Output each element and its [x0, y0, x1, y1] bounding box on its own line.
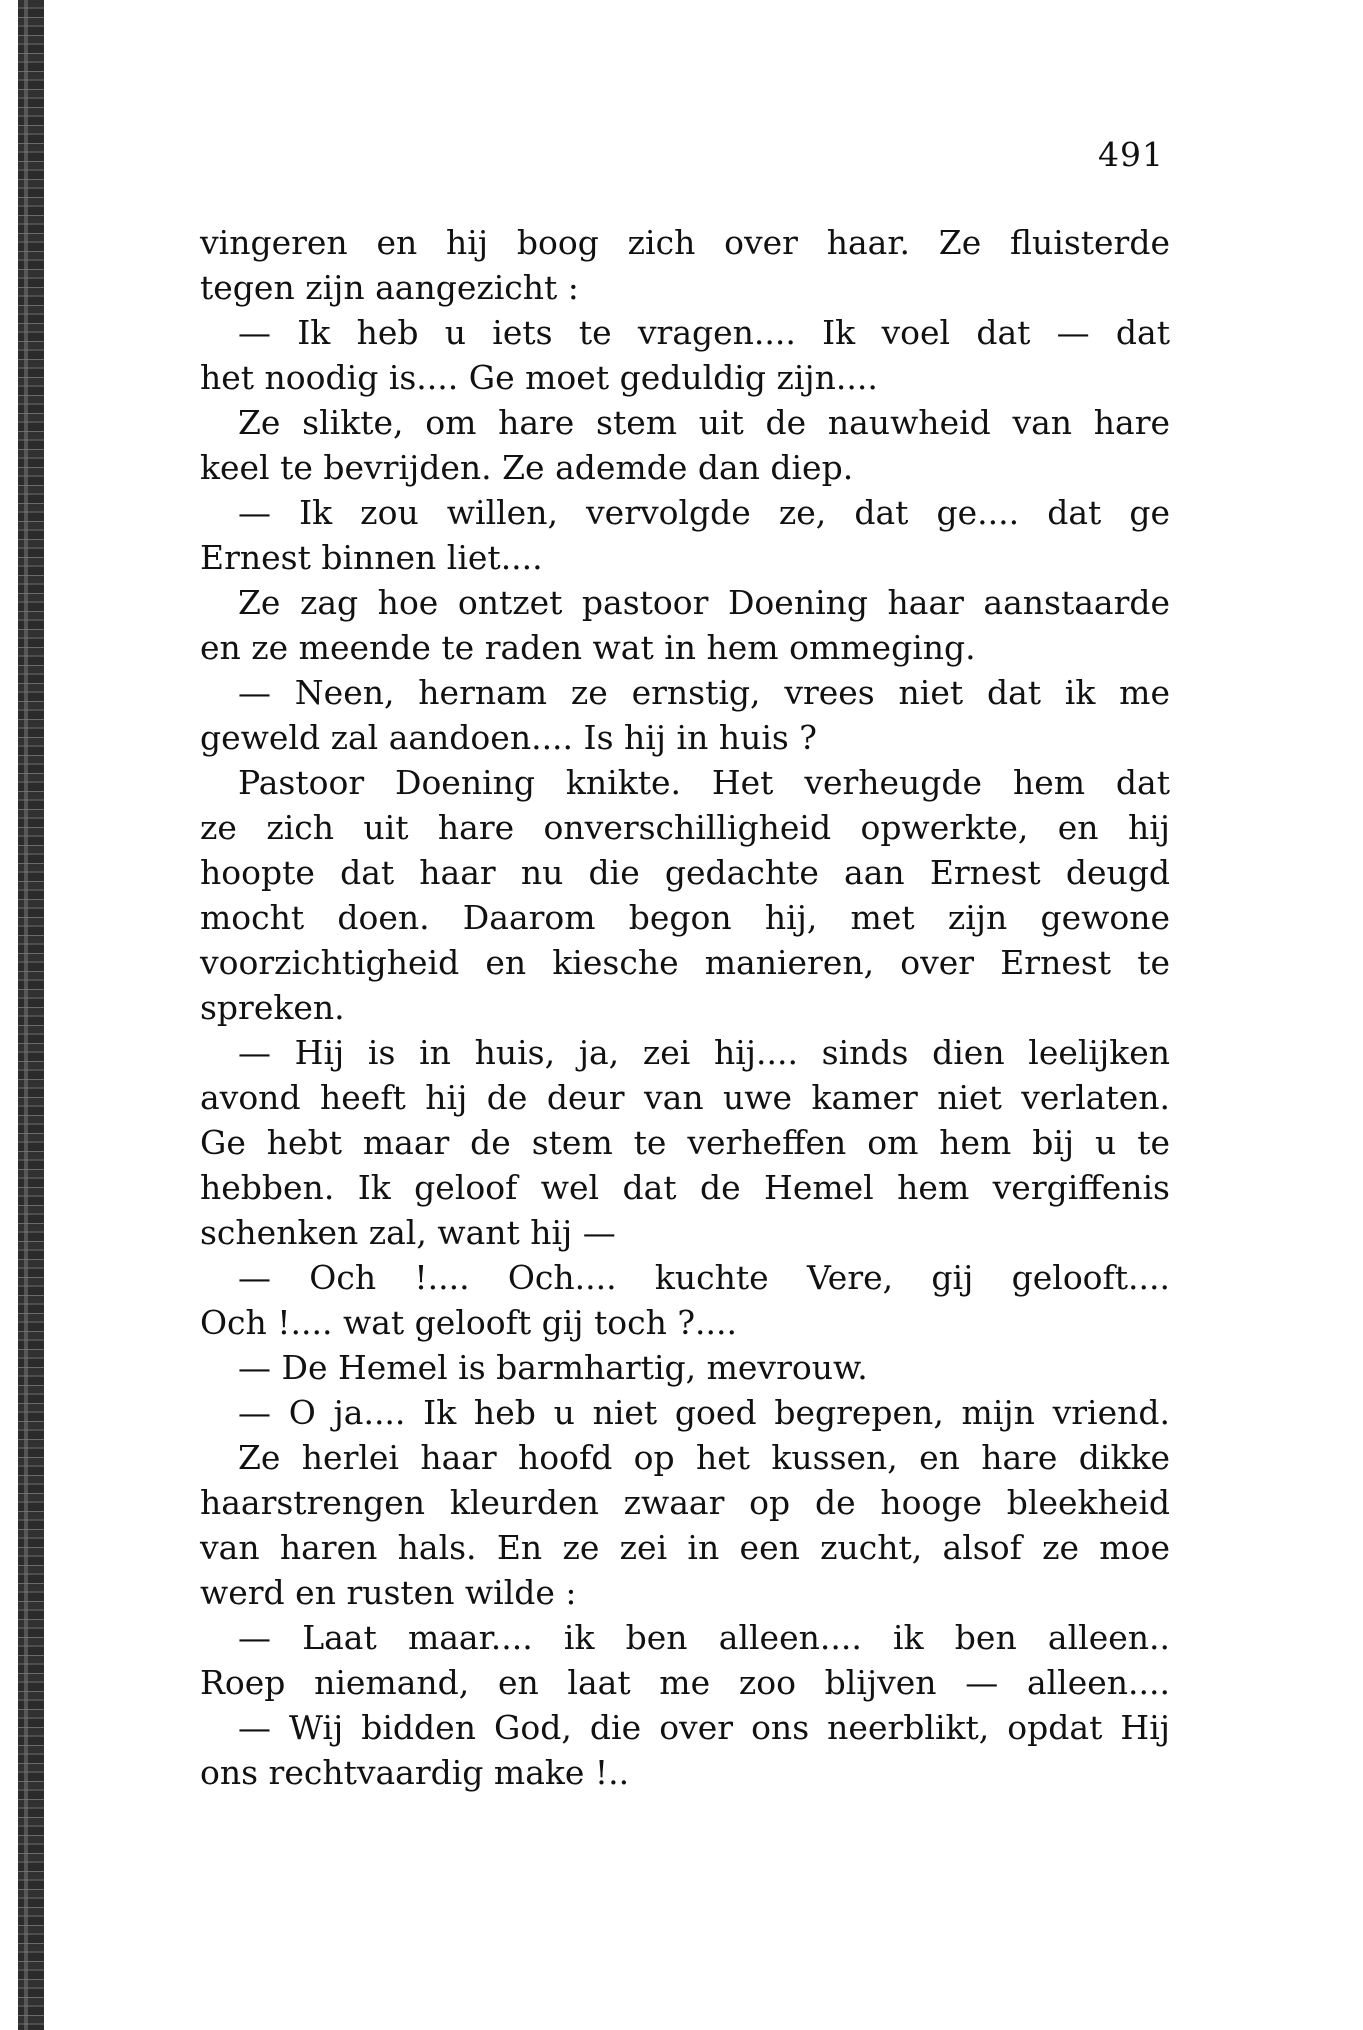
text-line: — Hij is in huis, ja, zei hij.... sinds dien leelijken [238, 1033, 1170, 1072]
text-line: haarstrengen kleurden zwaar op de hooge bleekheid [200, 1483, 1170, 1522]
text-line: werd en rusten wilde : [200, 1573, 577, 1612]
text-line: — Neen, hernam ze ernstig, vrees niet dat ik me [238, 673, 1170, 712]
text-line: tegen zijn aangezicht : [200, 268, 579, 307]
text-line: van haren hals. En ze zei in een zucht, alsof ze moe [200, 1528, 1170, 1567]
text-line: — De Hemel is barmhartig, mevrouw. [238, 1348, 868, 1387]
text-line: schenken zal, want hij — [200, 1213, 616, 1252]
text-line: hoopte dat haar nu die gedachte aan Ernest deugd [200, 853, 1170, 892]
text-line: — Wij bidden God, die over ons neerblikt, opdat Hij [238, 1708, 1170, 1747]
text-line: Ze zag hoe ontzet pastoor Doening haar aanstaarde [238, 583, 1170, 622]
text-line: keel te bevrijden. Ze ademde dan diep. [200, 448, 854, 487]
text-line: hebben. Ik geloof wel dat de Hemel hem vergiffenis [200, 1168, 1170, 1207]
book-binding-edge [18, 0, 44, 2030]
text-line: het noodig is.... Ge moet geduldig zijn.... [200, 358, 878, 397]
text-line: geweld zal aandoen.... Is hij in huis ? [200, 718, 817, 757]
text-line: — Och !.... Och.... kuchte Vere, gij gelooft.... [238, 1258, 1170, 1297]
text-line: — Ik heb u iets te vragen.... Ik voel dat — dat [238, 313, 1170, 352]
text-line: voorzichtigheid en kiesche manieren, over Ernest te [200, 943, 1170, 982]
text-line: — O ja.... Ik heb u niet goed begrepen, mijn vriend. [238, 1393, 1170, 1432]
text-line: vingeren en hij boog zich over haar. Ze fluisterde [200, 223, 1170, 262]
text-line: Roep niemand, en laat me zoo blijven — alleen.... [200, 1663, 1170, 1702]
text-line: Ze herlei haar hoofd op het kussen, en hare dikke [238, 1438, 1170, 1477]
text-line: mocht doen. Daarom begon hij, met zijn gewone [200, 898, 1170, 937]
page-number: 491 [1098, 135, 1164, 174]
text-line: Pastoor Doening knikte. Het verheugde hem dat [238, 763, 1170, 802]
text-line: — Laat maar.... ik ben alleen.... ik ben alleen.. [238, 1618, 1170, 1657]
text-line: ons rechtvaardig make !.. [200, 1753, 630, 1792]
text-line: ze zich uit hare onverschilligheid opwerkte, en hij [200, 808, 1170, 847]
text-line: spreken. [200, 988, 345, 1027]
text-line: Ge hebt maar de stem te verheffen om hem bij u te [200, 1123, 1170, 1162]
text-line: Ernest binnen liet.... [200, 538, 543, 577]
text-line: Ze slikte, om hare stem uit de nauwheid van hare [238, 403, 1170, 442]
text-line: Och !.... wat gelooft gij toch ?.... [200, 1303, 737, 1342]
body-text [200, 220, 1170, 1795]
text-line: avond heeft hij de deur van uwe kamer niet verlaten. [200, 1078, 1170, 1117]
text-line: en ze meende te raden wat in hem ommeging. [200, 628, 976, 667]
text-line: — Ik zou willen, vervolgde ze, dat ge.... dat ge [238, 493, 1170, 532]
